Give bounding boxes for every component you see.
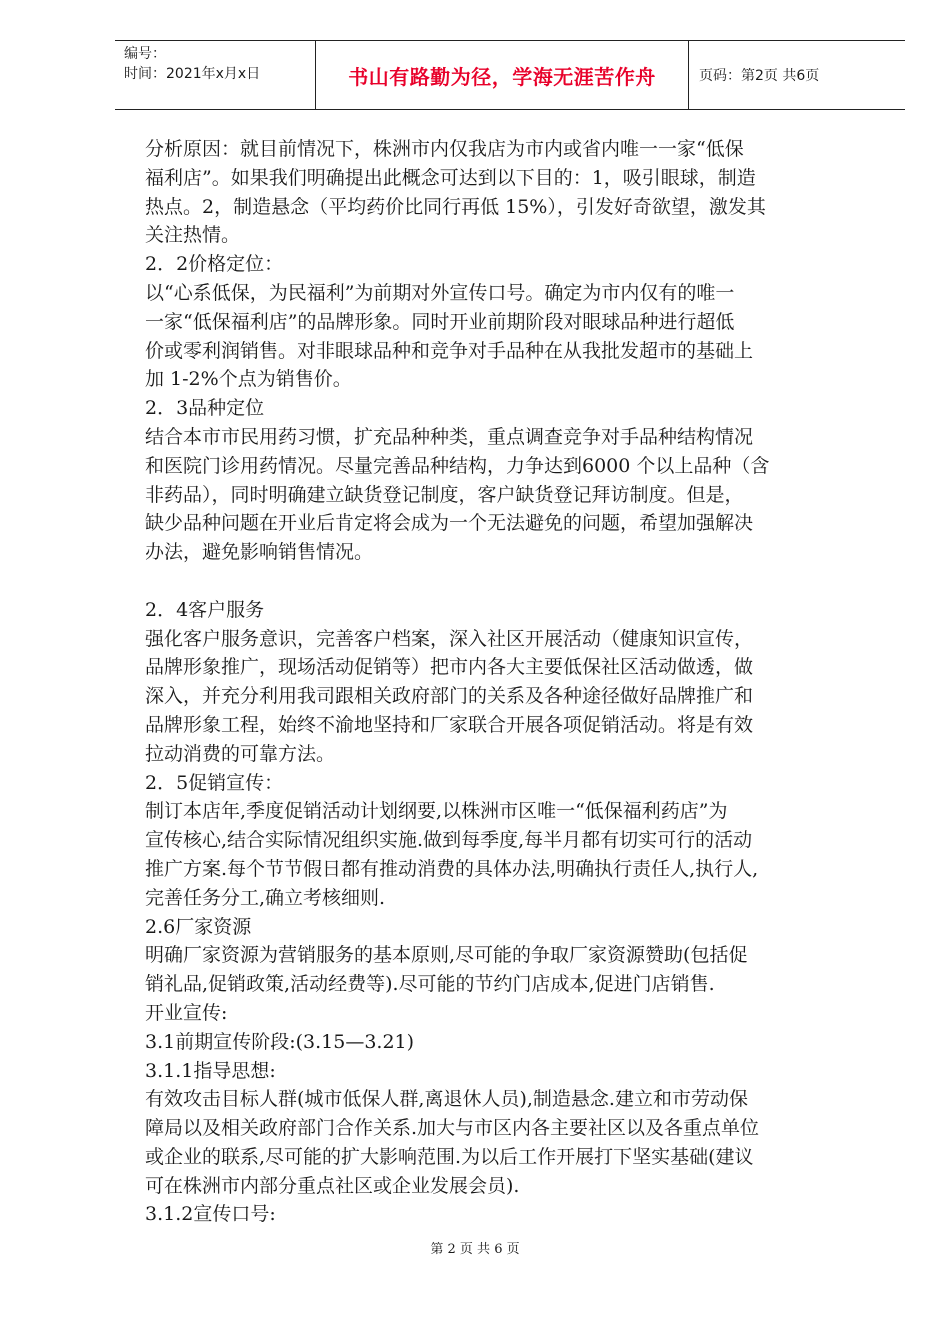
text-line: 福利店”。如果我们明确提出此概念可达到以下目的：1，吸引眼球，制造	[145, 166, 756, 189]
page-footer: 第 2 页 共 6 页	[430, 1242, 520, 1257]
text-line: 制订本店年,季度促销活动计划纲要,以株洲市区唯一“低保福利药店”为	[145, 800, 728, 823]
text-line: 深入，并充分利用我司跟相关政府部门的关系及各种途径做好品牌推广和	[145, 685, 754, 708]
document-header	[115, 40, 905, 110]
text-line: 宣传核心,结合实际情况组织实施.做到每季度,每半月都有切实可行的活动	[145, 829, 753, 852]
text-line: 2．3品种定位	[145, 397, 265, 420]
text-line: 2．2价格定位：	[145, 253, 284, 276]
text-line: 分析原因：就目前情况下，株洲市内仅我店为市内或省内唯一一家“低保	[145, 138, 744, 160]
text-line: 障局以及相关政府部门合作关系.加大与市区内各主要社区以及各重点单位	[145, 1117, 760, 1140]
header-page-cell	[689, 41, 905, 109]
document-body	[145, 135, 885, 1229]
text-line: 强化客户服务意识，完善客户档案，深入社区开展活动（健康知识宣传，	[145, 627, 754, 650]
text-line: 办法，避免影响销售情况。	[145, 541, 374, 564]
text-line: 2.6厂家资源	[145, 915, 252, 938]
header-motto: 书山有路勤为径，学海无涯苦作舟	[348, 64, 656, 89]
text-line: 或企业的联系,尽可能的扩大影响范围.为以后工作开展打下坚实基础(建议	[145, 1145, 754, 1168]
text-line: 拉动消费的可靠方法。	[145, 742, 336, 765]
date-label: 时间：2021年x月x日	[124, 66, 261, 82]
text-line: 明确厂家资源为营销服务的基本原则,尽可能的争取厂家资源赞助(包括促	[145, 944, 748, 967]
text-line: 2．4客户服务	[145, 598, 265, 621]
blank-line	[145, 567, 885, 596]
text-line: 和医院门诊用药情况。尽量完善品种结构，力争达到6000 个以上品种（含	[145, 454, 770, 477]
text-line: 关注热情。	[145, 224, 241, 247]
text-line: 3.1前期宣传阶段:(3.15—3.21)	[145, 1030, 415, 1053]
text-line: 2．5促销宣传：	[145, 771, 284, 794]
text-line: 结合本市市民用药习惯，扩充品种种类，重点调查竞争对手品种结构情况	[145, 425, 754, 448]
header-meta-cell	[115, 41, 316, 109]
text-line: 可在株洲市内部分重点社区或企业发展会员).	[145, 1174, 520, 1197]
text-line: 热点。2，制造悬念（平均药价比同行再低 15%），引发好奇欲望，激发其	[145, 195, 766, 218]
text-line: 推广方案.每个节节假日都有推动消费的具体办法,明确执行责任人,执行人,	[145, 857, 759, 880]
header-motto-cell	[316, 41, 689, 109]
text-line: 价或零利润销售。对非眼球品种和竞争对手品种在从我批发超市的基础上	[145, 339, 754, 362]
text-line: 品牌形象推广，现场活动促销等）把市内各大主要低保社区活动做透，做	[145, 656, 754, 679]
text-line: 加 1-2%个点为销售价。	[145, 368, 352, 391]
header-page-number: 页码：第2页 共6页	[699, 68, 820, 84]
text-line: 3.1.1指导思想:	[145, 1059, 276, 1082]
text-line: 有效攻击目标人群(城市低保人群,离退休人员),制造悬念.建立和市劳动保	[145, 1088, 748, 1111]
text-line: 非药品），同时明确建立缺货登记制度，客户缺货登记拜访制度。但是，	[145, 483, 744, 506]
text-line: 以“心系低保，为民福利”为前期对外宣传口号。确定为市内仅有的唯一	[145, 281, 735, 304]
text-line: 3.1.2宣传口号:	[145, 1203, 276, 1226]
text-line: 开业宣传:	[145, 1001, 228, 1024]
serial-number-label: 编号：	[124, 46, 166, 62]
text-line: 完善任务分工,确立考核细则.	[145, 886, 386, 909]
text-line: 缺少品种问题在开业后肯定将会成为一个无法避免的问题，希望加强解决	[145, 512, 754, 535]
text-line: 一家“低保福利店”的品牌形象。同时开业前期阶段对眼球品种进行超低	[145, 310, 735, 333]
text-line: 品牌形象工程，始终不渝地坚持和厂家联合开展各项促销活动。将是有效	[145, 713, 754, 736]
text-line: 销礼品,促销政策,活动经费等).尽可能的节约门店成本,促进门店销售.	[145, 973, 715, 996]
